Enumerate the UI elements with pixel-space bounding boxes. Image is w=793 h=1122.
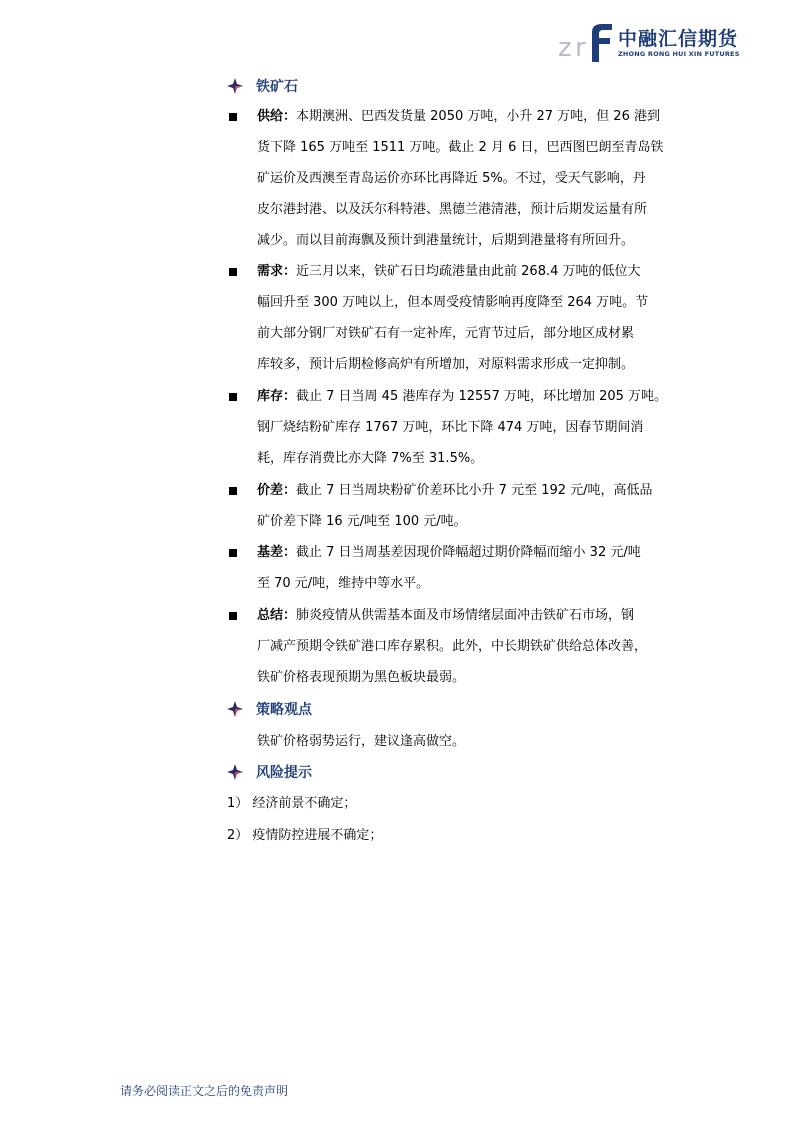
paragraph-spread xyxy=(257,475,667,537)
text-line: 截止 7 日当周块粉矿价差环比小升 7 元至 192 元/吨，高低品 xyxy=(296,483,653,498)
paragraph-demand xyxy=(257,256,667,380)
paragraph-inventory xyxy=(257,381,667,474)
text-line: 至 70 元/吨，维持中等水平。 xyxy=(257,576,430,591)
text-line: 前大部分钢厂对铁矿石有一定补库，元宵节过后，部分地区成材累 xyxy=(257,326,635,341)
item-label: 库存： xyxy=(257,389,297,404)
text-line: 皮尔港封港、以及沃尔科特港、黑德兰港清港，预计后期发运量有所 xyxy=(257,202,648,217)
text-line: 货下降 165 万吨至 1511 万吨。截止 2 月 6 日，巴西图巴朗至青岛铁 xyxy=(257,140,664,155)
section-title: 策略观点 xyxy=(256,702,312,718)
text-line: 截止 7 日当周 45 港库存为 12557 万吨，环比增加 205 万吨。 xyxy=(296,389,668,404)
text-line: 耗，库存消费比亦大降 7%至 31.5%。 xyxy=(257,451,484,466)
section-iron-ore xyxy=(227,74,298,98)
square-bullet-icon xyxy=(229,612,237,620)
item-label: 供给： xyxy=(257,109,297,124)
text-line: 矿价差下降 16 元/吨至 100 元/吨。 xyxy=(257,514,467,529)
section-title: 铁矿石 xyxy=(256,79,298,95)
text-line: 钢厂烧结粉矿库存 1767 万吨，环比下降 474 万吨，因春节期间消 xyxy=(257,420,644,435)
text-line: 本期澳洲、巴西发货量 2050 万吨，小升 27 万吨，但 26 港到 xyxy=(296,109,660,124)
svg-text:r: r xyxy=(575,33,586,62)
diamond-bullet-icon xyxy=(227,764,243,780)
footer-disclaimer: 请务必阅读正文之后的免责声明 xyxy=(120,1084,289,1098)
square-bullet-icon xyxy=(229,113,237,121)
logo-mark-icon xyxy=(558,22,614,62)
square-bullet-icon xyxy=(229,487,237,495)
text-line: 库较多，预计后期检修高炉有所增加，对原料需求形成一定抑制。 xyxy=(257,357,635,372)
diamond-bullet-icon xyxy=(227,701,243,717)
text-line: 厂减产预期令铁矿港口库存累积。此外，中长期铁矿供给总体改善， xyxy=(257,639,648,654)
paragraph-summary xyxy=(257,600,667,693)
square-bullet-icon xyxy=(229,549,237,557)
logo-chinese-name: 中融汇信期货 xyxy=(618,28,739,50)
text-line: 减少。而以目前海飘及预计到港量统计，后期到港量将有所回升。 xyxy=(257,233,635,248)
text-line: 近三月以来，铁矿石日均疏港量由此前 268.4 万吨的低位大 xyxy=(296,264,641,279)
text-line: 肺炎疫情从供需基本面及市场情绪层面冲击铁矿石市场，钢 xyxy=(296,608,635,623)
svg-text:z: z xyxy=(558,33,572,62)
paragraph-basis xyxy=(257,537,667,599)
item-label: 需求： xyxy=(257,264,297,279)
risk-item: 1） 经济前景不确定； xyxy=(227,796,357,811)
text-line: 截止 7 日当周基差因现价降幅超过期价降幅而缩小 32 元/吨 xyxy=(296,545,641,560)
text-line: 矿运价及西澳至青岛运价亦环比再降近 5%。不过，受天气影响，丹 xyxy=(257,171,646,186)
company-logo xyxy=(558,20,743,64)
text-line: 幅回升至 300 万吨以上，但本周受疫情影响再度降至 264 万吨。节 xyxy=(257,295,649,310)
paragraph-supply xyxy=(257,101,667,256)
item-label: 基差： xyxy=(257,545,297,560)
logo-english-name: ZHONG RONG HUI XIN FUTURES xyxy=(618,50,740,58)
text-line: 铁矿价格表现预期为黑色板块最弱。 xyxy=(257,670,466,685)
section-title: 风险提示 xyxy=(256,765,312,781)
square-bullet-icon xyxy=(229,268,237,276)
section-risk xyxy=(227,760,312,784)
item-label: 价差： xyxy=(257,483,297,498)
diamond-bullet-icon xyxy=(227,78,243,94)
item-label: 总结： xyxy=(257,608,297,623)
strategy-text: 铁矿价格弱势运行，建议逢高做空。 xyxy=(257,734,466,749)
section-strategy xyxy=(227,697,312,721)
risk-item: 2） 疫情防控进展不确定； xyxy=(227,828,383,843)
square-bullet-icon xyxy=(229,393,237,401)
